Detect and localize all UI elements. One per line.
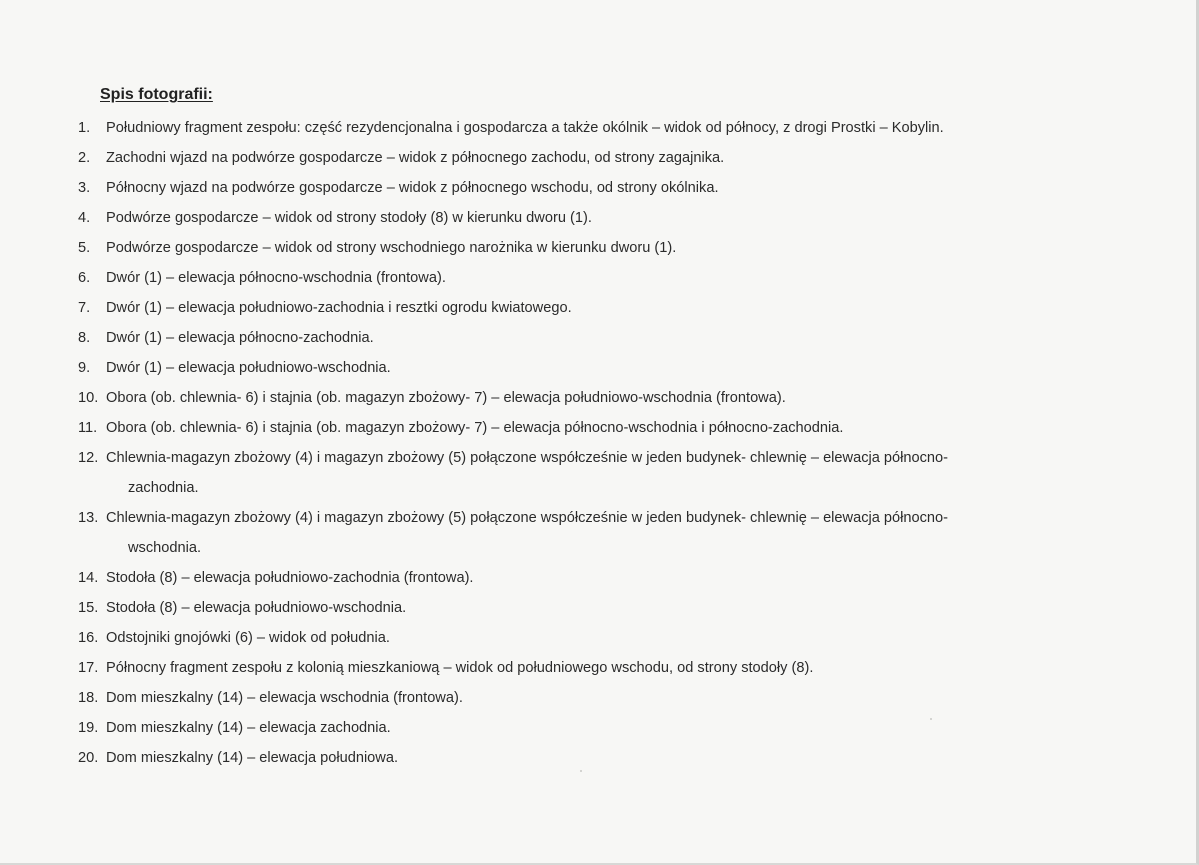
- item-text: Dom mieszkalny (14) – elewacja południowa.: [106, 750, 399, 766]
- item-text-wrapper: [106, 443, 1118, 503]
- item-number: 6.: [78, 270, 91, 286]
- photo-list: [78, 113, 1118, 773]
- item-text: Dom mieszkalny (14) – elewacja zachodnia.: [106, 720, 391, 736]
- list-item: [78, 203, 1118, 233]
- item-number: 8.: [78, 330, 91, 346]
- item-number: 13.: [78, 510, 99, 526]
- item-text: Stodoła (8) – elewacja południowo-zachodnia (frontowa).: [106, 570, 474, 586]
- item-number: 7.: [78, 300, 91, 316]
- item-text: Północny fragment zespołu z kolonią mieszkaniową – widok od południowego wschodu, od strony stodoły (8).: [106, 660, 814, 676]
- list-item: [78, 563, 1118, 593]
- item-number: 3.: [78, 180, 91, 196]
- item-text-continuation: zachodnia.: [128, 480, 199, 496]
- item-text: Południowy fragment zespołu: część rezydencjonalna i gospodarcza a także okólnik – widok od północy, z drogi Prostki – Kobylin.: [106, 120, 944, 136]
- item-text-wrapper: [106, 503, 1118, 563]
- list-item: [78, 173, 1118, 203]
- list-item: [78, 503, 1118, 563]
- list-item: [78, 263, 1118, 293]
- list-item: [78, 413, 1118, 443]
- item-number: 20.: [78, 750, 99, 766]
- document-title: Spis fotografii:: [100, 86, 213, 103]
- item-text: Zachodni wjazd na podwórze gospodarcze – widok z północnego zachodu, od strony zagajnika.: [106, 150, 725, 166]
- item-text: Chlewnia-magazyn zbożowy (4) i magazyn zbożowy (5) połączone współcześnie w jeden budynek- chlewnię – elewacja północno-: [106, 510, 949, 526]
- list-item: [78, 233, 1118, 263]
- item-text-continuation: wschodnia.: [128, 540, 202, 556]
- list-item: [78, 443, 1118, 503]
- list-item: [78, 353, 1118, 383]
- scan-speck: [930, 718, 932, 720]
- list-item: [78, 713, 1118, 743]
- item-number: 9.: [78, 360, 91, 376]
- item-number: 2.: [78, 150, 91, 166]
- item-number: 4.: [78, 210, 91, 226]
- item-number: 1.: [78, 120, 91, 136]
- item-text: Podwórze gospodarcze – widok od strony stodoły (8) w kierunku dworu (1).: [106, 210, 592, 226]
- item-number: 11.: [78, 420, 98, 436]
- list-item: [78, 653, 1118, 683]
- item-text: Obora (ob. chlewnia- 6) i stajnia (ob. magazyn zbożowy- 7) – elewacja północno-wschodnia i północno-zachodnia.: [106, 420, 844, 436]
- item-number: 10.: [78, 390, 99, 406]
- item-number: 15.: [78, 600, 99, 616]
- list-item: [78, 293, 1118, 323]
- item-number: 19.: [78, 720, 99, 736]
- list-item: [78, 683, 1118, 713]
- item-text: Dwór (1) – elewacja południowo-wschodnia.: [106, 360, 391, 376]
- item-number: 5.: [78, 240, 91, 256]
- item-text: Dwór (1) – elewacja północno-zachodnia.: [106, 330, 374, 346]
- list-item: [78, 113, 1118, 143]
- list-item: [78, 143, 1118, 173]
- item-number: 16.: [78, 630, 99, 646]
- item-number: 18.: [78, 690, 99, 706]
- item-text: Odstojniki gnojówki (6) – widok od południa.: [106, 630, 390, 646]
- item-number: 12.: [78, 450, 99, 466]
- list-item: [78, 743, 1118, 773]
- item-text: Obora (ob. chlewnia- 6) i stajnia (ob. magazyn zbożowy- 7) – elewacja południowo-wschodnia (frontowa).: [106, 390, 786, 406]
- list-item: [78, 623, 1118, 653]
- item-text: Chlewnia-magazyn zbożowy (4) i magazyn zbożowy (5) połączone współcześnie w jeden budynek- chlewnię – elewacja północno-: [106, 450, 949, 466]
- scan-speck: [580, 770, 582, 772]
- item-text: Dwór (1) – elewacja południowo-zachodnia i resztki ogrodu kwiatowego.: [106, 300, 572, 316]
- list-item: [78, 323, 1118, 353]
- item-text: Dwór (1) – elewacja północno-wschodnia (frontowa).: [106, 270, 446, 286]
- item-text: Podwórze gospodarcze – widok od strony wschodniego narożnika w kierunku dworu (1).: [106, 240, 677, 256]
- item-text: Dom mieszkalny (14) – elewacja wschodnia (frontowa).: [106, 690, 463, 706]
- list-item: [78, 383, 1118, 413]
- item-text: Stodoła (8) – elewacja południowo-wschodnia.: [106, 600, 407, 616]
- item-text: Północny wjazd na podwórze gospodarcze – widok z północnego wschodu, od strony okólnika.: [106, 180, 719, 196]
- item-number: 14.: [78, 570, 99, 586]
- list-item: [78, 593, 1118, 623]
- item-number: 17.: [78, 660, 99, 676]
